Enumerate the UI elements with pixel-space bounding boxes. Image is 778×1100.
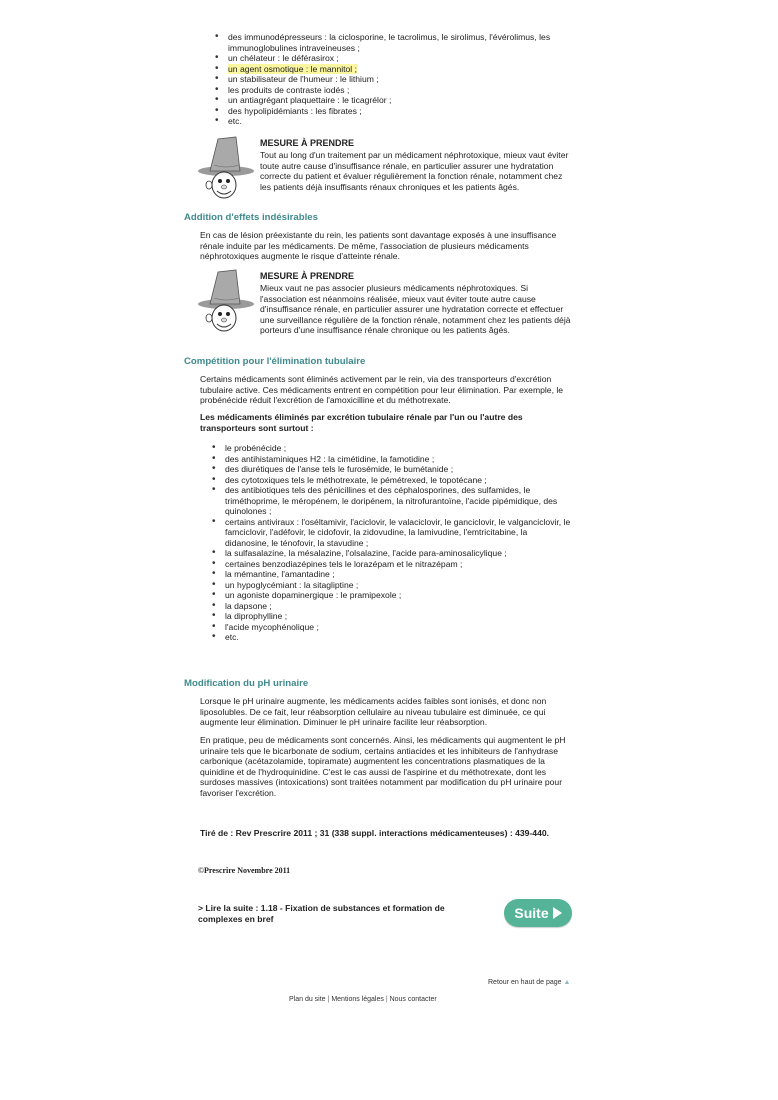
list-item: • des diurétiques de l'anse tels le furosémide, le bumétanide ; [212, 464, 582, 475]
list-item: • un antiagrégant plaquettaire : le ticagrélor ; [215, 95, 575, 106]
footer-link-plan[interactable]: Plan du site [289, 996, 326, 1003]
highlighted-text: un agent osmotique : le mannitol ; [228, 63, 357, 74]
medication-list-1 [215, 32, 575, 127]
list-item: • le probénécide ; [212, 443, 582, 454]
list-item: • la dapsone ; [212, 601, 582, 612]
section-paragraph: En pratique, peu de médicaments sont concernés. Ainsi, les médicaments qui augmentent le pH urinaire tels que le bicarbonate de sodium, certains antiacides et les inhibiteurs de l'anhydrase carbonique (acétazolamide, topiramate) augmentent les concentrations plasmatiques de la quinidine et de l'hydroquinidine. C'est le cas aussi de l'aspirine et du méthotrexate, dont les surdoses massives (intoxications) sont traitées notamment par modification du pH urinaire pour favoriser l'excrétion. [200, 735, 566, 798]
section-heading: Addition d'effets indésirables [184, 212, 318, 223]
list-item: • certains antiviraux : l'oséltamivir, l'aciclovir, le valaciclovir, le ganciclovir, le valganciclovir, le famciclovir, l'adéfovir, le cidofovir, la zidovudine, la lamivudine, l'emtricitabine, la didanosine, le ténofovir, la stavudine ; [212, 517, 582, 549]
mesure-text: Mieux vaut ne pas associer plusieurs médicaments néphrotoxiques. Si l'association est néanmoins réalisée, mieux vaut éviter toute autre cause d'insuffisance rénale, en particulier assurer une hydratation correcte et effectuer une surveillance régulière de la fonction rénale, notamment chez les patients déjà porteurs d'une insuffisance rénale chronique ou les patients âgés. [260, 283, 571, 335]
back-to-top-link[interactable]: Retour en haut de page ▲ [488, 979, 571, 986]
list-item: • un hypoglycémiant : la sitagliptine ; [212, 580, 582, 591]
list-item: • un chélateur : le déférasirox ; [215, 53, 575, 64]
section-paragraph: Lorsque le pH urinaire augmente, les médicaments acides faibles sont ionisés, et donc non liposolubles. De ce fait, leur réabsorption cellulaire au niveau tubulaire est diminuée, ce qui augmente leur élimination. Diminuer le pH urinaire facilite leur réabsorption. [200, 696, 547, 727]
wizard-mascot-icon [196, 135, 256, 203]
section-heading: Modification du pH urinaire [184, 678, 309, 689]
list-item: • un agoniste dopaminergique : le pramipexole ; [212, 590, 582, 601]
list-item: • des antihistaminiques H2 : la cimétidine, la famotidine ; [212, 454, 582, 465]
mesure-title: MESURE À PRENDRE [260, 138, 355, 148]
list-item: • la sulfasalazine, la mésalazine, l'olsalazine, l'acide para-aminosalicylique ; [212, 548, 582, 559]
list-item: • l'acide mycophénolique ; [212, 622, 582, 633]
arrow-right-icon [552, 907, 562, 919]
list-item: • des antibiotiques tels des pénicillines et des céphalosporines, des sulfamides, le triméthoprime, le méropénem, le doripénem, la nitrofurantoïne, l'acide pipémidique, des quinolones ; [212, 485, 582, 517]
section-paragraph: En cas de lésion préexistante du rein, les patients sont davantage exposés à une insuffisance rénale induite par les médicaments. De même, l'association de plusieurs médicaments néphrotoxiques augmente le risque d'atteinte rénale. [200, 230, 557, 261]
list-item: • des immunodépresseurs : la ciclosporine, le tacrolimus, le sirolimus, l'évérolimus, les immunoglobulines intraveineuses ; [215, 32, 575, 53]
section-bold-paragraph: Les médicaments éliminés par excrétion tubulaire rénale par l'un ou l'autre des transporteurs sont surtout : [200, 412, 523, 433]
list-item: • la mémantine, l'amantadine ; [212, 569, 582, 580]
copyright: ©Prescrire Novembre 2011 [198, 866, 291, 875]
list-item: • etc. [212, 632, 582, 643]
source-citation: Tiré de : Rev Prescrire 2011 ; 31 (338 suppl. interactions médicamenteuses) : 439-440. [200, 828, 550, 838]
list-item: • certaines benzodiazépines tels le lorazépam et le nitrazépam ; [212, 559, 582, 570]
list-item: • des hypolipidémiants : les fibrates ; [215, 106, 575, 117]
list-item: • des cytotoxiques tels le méthotrexate, le pémétrexed, le topotécane ; [212, 475, 582, 486]
list-item: • etc. [215, 116, 575, 127]
footer-link-mentions[interactable]: Mentions légales [331, 996, 384, 1003]
section-heading: Compétition pour l'élimination tubulaire [184, 356, 366, 367]
arrow-up-icon: ▲ [563, 979, 571, 986]
wizard-mascot-icon [196, 268, 256, 336]
footer-links: Plan du site | Mentions légales | Nous contacter [289, 996, 437, 1003]
mesure-title: MESURE À PRENDRE [260, 271, 355, 281]
footer-link-contact[interactable]: Nous contacter [389, 996, 437, 1003]
list-item [215, 64, 575, 75]
section-paragraph: Certains médicaments sont éliminés activement par le rein, via des transporteurs d'excrétion tubulaire active. Ces médicaments entrent en compétition pour leur élimination. Par exemple, le probénécide réduit l'excrétion de l'amoxicilline et du méthotrexate. [200, 374, 564, 405]
list-item: • un stabilisateur de l'humeur : le lithium ; [215, 74, 575, 85]
medication-list-2 [212, 443, 582, 643]
suite-button[interactable]: Suite [504, 899, 572, 927]
list-item: • les produits de contraste iodés ; [215, 85, 575, 96]
next-chapter-link[interactable]: > Lire la suite : 1.18 - Fixation de substances et formation de complexes en bref [198, 903, 445, 924]
mesure-text: Tout au long d'un traitement par un médicament néphrotoxique, mieux vaut éviter toute autre cause d'insuffisance rénale, en particulier assurer une hydratation correcte du patient et évaluer régulièrement la fonction rénale, notamment chez les patients déjà insuffisants rénaux chroniques et les patients âgés. [260, 150, 569, 192]
list-item: • la diprophylline ; [212, 611, 582, 622]
